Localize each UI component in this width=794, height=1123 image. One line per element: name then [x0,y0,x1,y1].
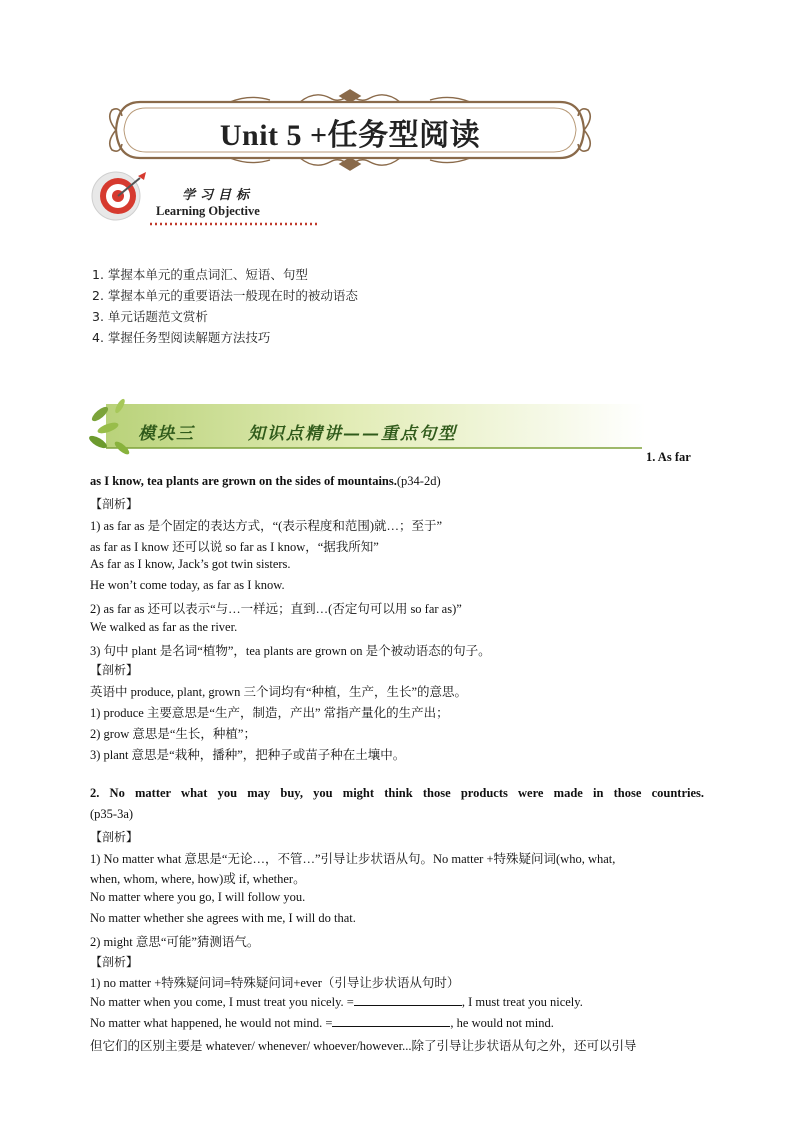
analysis-line: as far as I know 还可以说 so far as I know，“据我所知” [90,540,379,554]
objective-item: 3. 单元话题范文赏析 [92,309,208,324]
section-1-sentence [90,474,441,489]
analysis-line: 但它们的区别主要是 whatever/ whenever/ whoever/however...除了引导让步状语从句之外，还可以引导 [90,1039,637,1053]
analysis-line: 英语中 produce, plant, grown 三个词均有“种植，生产，生长”的意思。 [90,685,468,699]
objective-item: 2. 掌握本单元的重要语法一般现在时的被动语态 [92,288,358,303]
module-title: 知识点精讲——重点句型 [248,424,457,444]
section-1-sentence-text: as I know, tea plants are grown on the sides of mountains. [90,474,397,488]
section-2-sentence: 2. No matter what you may buy, you might think those products were made in those countries. [90,786,704,800]
page-title: Unit 5 +任务型阅读 [219,119,481,152]
exercise-2-tail: , he would not mind. [450,1016,554,1030]
exercise-line-2 [90,1015,554,1031]
objective-item: 4. 掌握任务型阅读解题方法技巧 [92,330,271,345]
example-sentence: We walked as far as the river. [90,620,238,634]
analysis-line: 2) as far as 还可以表示“与…一样远；直到…(否定句可以用 so far as)” [90,602,462,616]
section-1-number: 1. As far [646,450,691,464]
analysis-heading: 【剖析】 [90,663,139,677]
answer-blank[interactable] [332,1015,450,1027]
analysis-heading: 【剖析】 [90,830,139,844]
analysis-line: when, whom, where, how)或 if, whether。 [90,872,306,886]
analysis-line: 2) might 意思“可能”猜测语气。 [90,935,260,949]
exercise-line-1 [90,994,583,1010]
learning-objective-label-en: Learning Objective [156,204,260,218]
analysis-line: 1) produce 主要意思是“生产，制造，产出” 常指产量化的生产出； [90,706,449,720]
analysis-heading: 【剖析】 [90,497,139,511]
analysis-line: 3) 句中 plant 是名词“植物”，tea plants are grown on 是个被动语态的句子。 [90,644,491,658]
exercise-1-prompt: No matter when you come, I must treat you nicely. = [90,995,354,1009]
example-sentence: No matter where you go, I will follow you. [90,890,306,904]
analysis-heading: 【剖析】 [90,955,139,969]
exercise-2-prompt: No matter what happened, he would not mind. = [90,1016,333,1030]
exercise-1-tail: , I must treat you nicely. [461,995,583,1009]
analysis-line: 1) No matter what 意思是“无论…，不管…”引导让步状语从句。No matter +特殊疑问词(who, what, [90,852,616,866]
section-1-page-ref: (p34-2d) [396,474,441,488]
module-label: 模块三 [138,424,195,444]
example-sentence: No matter whether she agrees with me, I will do that. [90,911,356,925]
example-sentence: He won’t come today, as far as I know. [90,578,285,592]
analysis-line: 2) grow 意思是“生长，种植”； [90,727,256,741]
section-2-page-ref: (p35-3a) [90,807,134,821]
analysis-line: 1) no matter +特殊疑问词=特殊疑问词+ever（引导让步状语从句时） [90,976,460,990]
example-sentence: As far as I know, Jack’s got twin sisters. [90,557,291,571]
analysis-line: 3) plant 意思是“栽种，播种”，把种子或苗子种在土壤中。 [90,748,406,762]
analysis-line: 1) as far as 是个固定的表达方式，“(表示程度和范围)就…；至于” [90,519,443,533]
objective-item: 1. 掌握本单元的重点词汇、短语、句型 [92,267,308,282]
learning-objective-label-cn: 学习目标 [182,188,255,203]
answer-blank[interactable] [354,994,462,1006]
